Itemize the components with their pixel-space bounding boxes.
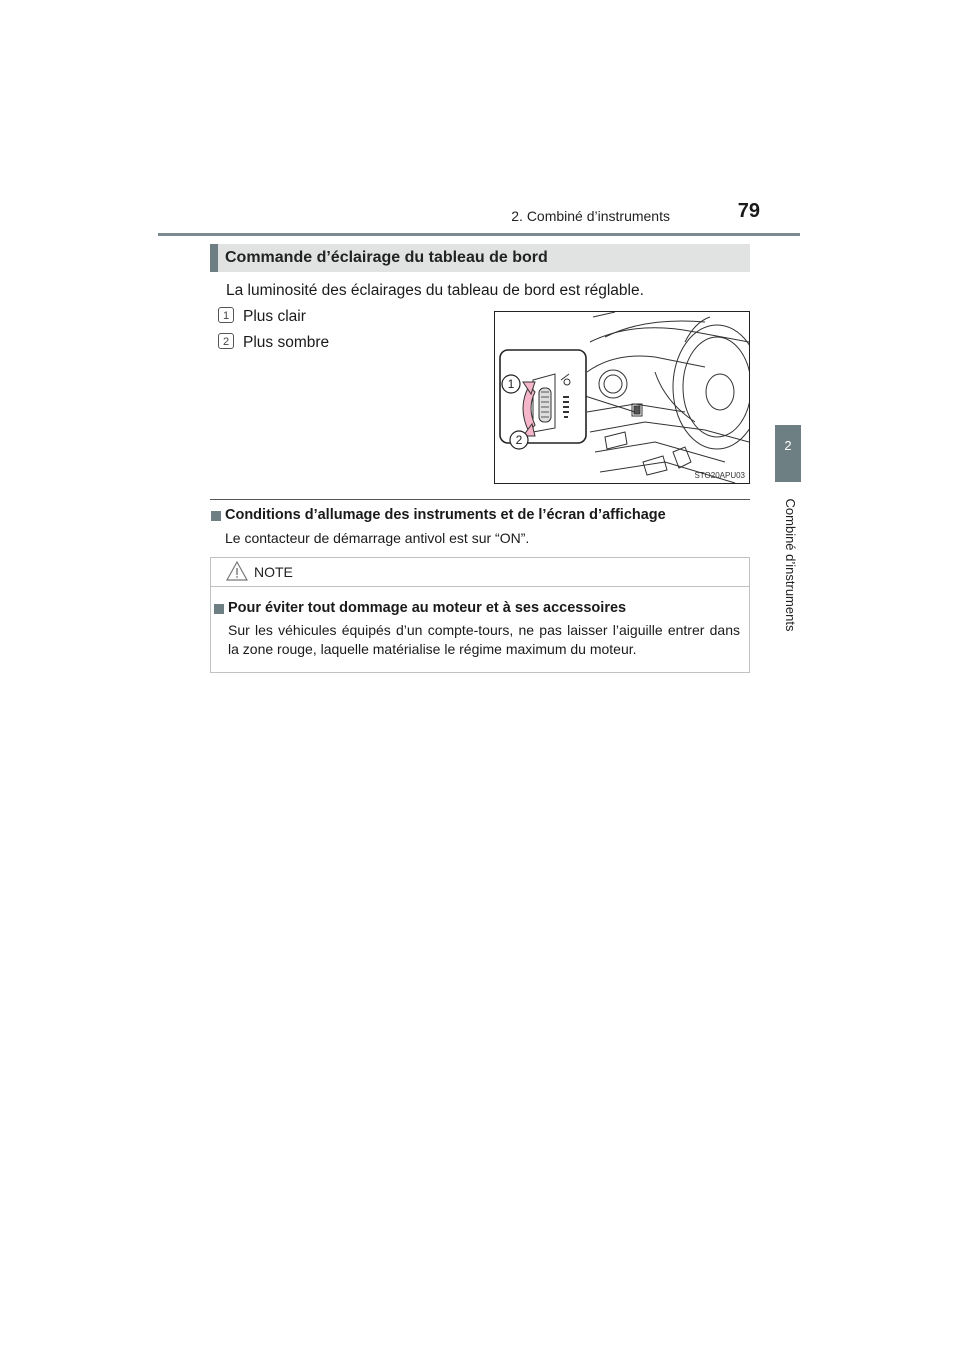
item-badge-1: 1 [218,307,234,323]
figure-callout-1: 1 [507,377,515,391]
running-header-section: 2. Combiné d’instruments [511,208,670,224]
section-title-accent [210,244,218,272]
section-title: Commande d’éclairage du tableau de bord [225,249,548,266]
item-badge-2: 2 [218,333,234,349]
conditions-text: Le contacteur de démarrage antivol est sur “ON”. [225,530,530,546]
note-bullet-square [214,604,224,614]
item-text-darker: Plus sombre [243,334,330,351]
dashboard-illustration [494,311,750,484]
figure-callout-2: 2 [515,433,523,447]
note-label: NOTE [254,564,293,580]
conditions-bullet-square [211,511,221,521]
chapter-side-label: Combiné d’instruments [783,498,798,632]
note-header-rule [210,586,750,587]
note-title: Pour éviter tout dommage au moteur et à ses accessoires [228,600,627,616]
dashboard-illustration-drawing [495,312,749,483]
warning-triangle-icon [226,561,248,581]
note-text: Sur les véhicules équipés d’un compte-tours, ne pas laisser l’aiguille entrer dans la zone rouge, laquelle matérialise le régime maximum du moteur. [228,622,740,657]
item-text-brighter: Plus clair [243,308,306,325]
chapter-tab-number: 2 [784,438,792,453]
section-intro: La luminosité des éclairages du tableau de bord est réglable. [226,282,644,299]
header-rule [158,233,800,236]
page-number: 79 [737,200,760,222]
figure-code: STO20APU03 [694,471,745,480]
section-divider [210,499,750,500]
conditions-title: Conditions d’allumage des instruments et de l’écran d’affichage [225,507,666,523]
